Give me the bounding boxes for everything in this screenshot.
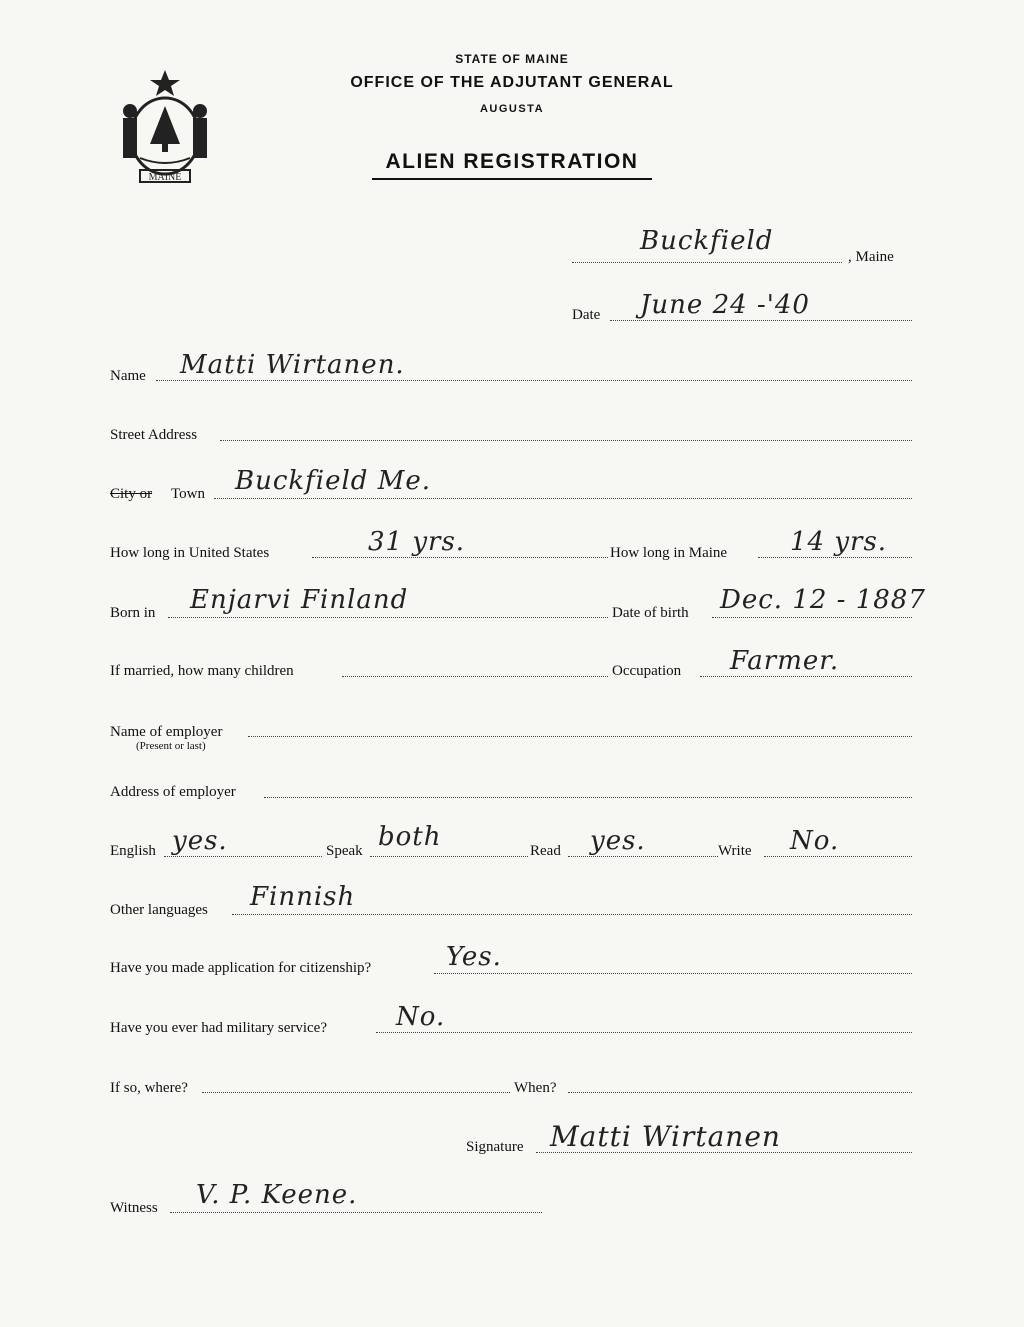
- occupation-label: Occupation: [612, 663, 682, 679]
- citizenship-line: [434, 973, 912, 974]
- employer-address-label: Address of employer: [110, 784, 236, 800]
- witness-label: Witness: [110, 1200, 158, 1216]
- write-label: Write: [718, 843, 752, 859]
- read-line: [568, 856, 718, 857]
- city-label-struck: City or: [110, 486, 153, 502]
- when-label: When?: [514, 1080, 557, 1096]
- military-value: No.: [396, 1002, 446, 1032]
- english-label: English: [110, 843, 156, 859]
- years-maine-label: How long in Maine: [610, 545, 728, 561]
- dob-label: Date of birth: [612, 605, 689, 621]
- employer-address-line: [264, 797, 912, 798]
- write-value: No.: [790, 826, 840, 856]
- born-in-line: [168, 617, 608, 618]
- years-us-value: 31 yrs.: [368, 527, 466, 557]
- name-line: [156, 380, 912, 381]
- town-value: Buckfield Me.: [235, 466, 431, 496]
- where-line: [202, 1092, 510, 1093]
- other-languages-line: [232, 914, 912, 915]
- children-line: [342, 676, 608, 677]
- date-value: June 24 -'40: [640, 290, 810, 320]
- born-in-value: Enjarvi Finland: [190, 585, 409, 615]
- title-underline: [372, 178, 652, 180]
- speak-label: Speak: [326, 843, 363, 859]
- employer-label: Name of employer: [110, 724, 223, 740]
- other-languages-label: Other languages: [110, 902, 208, 918]
- english-value: yes.: [172, 826, 228, 856]
- dob-value: Dec. 12 - 1887: [720, 585, 926, 615]
- speak-value: both: [378, 822, 442, 852]
- occupation-line: [700, 676, 912, 677]
- read-value: yes.: [590, 826, 646, 856]
- other-languages-value: Finnish: [250, 882, 356, 912]
- employer-line: [248, 736, 912, 737]
- place-line: [572, 262, 842, 263]
- name-label: Name: [110, 368, 146, 384]
- employer-sublabel: (Present or last): [136, 740, 206, 752]
- witness-value: V. P. Keene.: [196, 1180, 358, 1210]
- occupation-value: Farmer.: [730, 646, 840, 676]
- military-label: Have you ever had military service?: [110, 1020, 327, 1036]
- children-label: If married, how many children: [110, 663, 294, 679]
- witness-line: [170, 1212, 542, 1213]
- citizenship-label: Have you made application for citizenship?: [110, 960, 372, 976]
- date-line: [610, 320, 912, 321]
- signature-value: Matti Wirtanen: [550, 1120, 781, 1153]
- where-label: If so, where?: [110, 1080, 188, 1096]
- read-label: Read: [530, 843, 561, 859]
- street-address-label: Street Address: [110, 427, 198, 443]
- english-line: [164, 856, 322, 857]
- svg-text:MAINE: MAINE: [148, 172, 182, 183]
- citizenship-value: Yes.: [446, 942, 502, 972]
- years-maine-value: 14 yrs.: [790, 527, 888, 557]
- form-title: ALIEN REGISTRATION: [385, 150, 639, 173]
- name-value: Matti Wirtanen.: [180, 350, 405, 380]
- years-us-label: How long in United States: [110, 545, 270, 561]
- speak-line: [370, 856, 528, 857]
- write-line: [764, 856, 912, 857]
- place-value: Buckfield: [640, 226, 774, 256]
- place-suffix: , Maine: [848, 249, 894, 265]
- town-label: Town: [171, 486, 205, 502]
- signature-label: Signature: [466, 1139, 524, 1155]
- dob-line: [712, 617, 912, 618]
- military-line: [376, 1032, 912, 1033]
- state-heading: STATE OF MAINE: [455, 52, 569, 66]
- date-label: Date: [572, 307, 601, 323]
- town-line: [214, 498, 912, 499]
- when-line: [568, 1092, 912, 1093]
- city-heading: AUGUSTA: [479, 103, 545, 115]
- years-maine-line: [758, 557, 912, 558]
- years-us-line: [312, 557, 608, 558]
- born-in-label: Born in: [110, 605, 156, 621]
- street-address-line: [220, 440, 912, 441]
- office-heading: OFFICE OF THE ADJUTANT GENERAL: [350, 74, 674, 91]
